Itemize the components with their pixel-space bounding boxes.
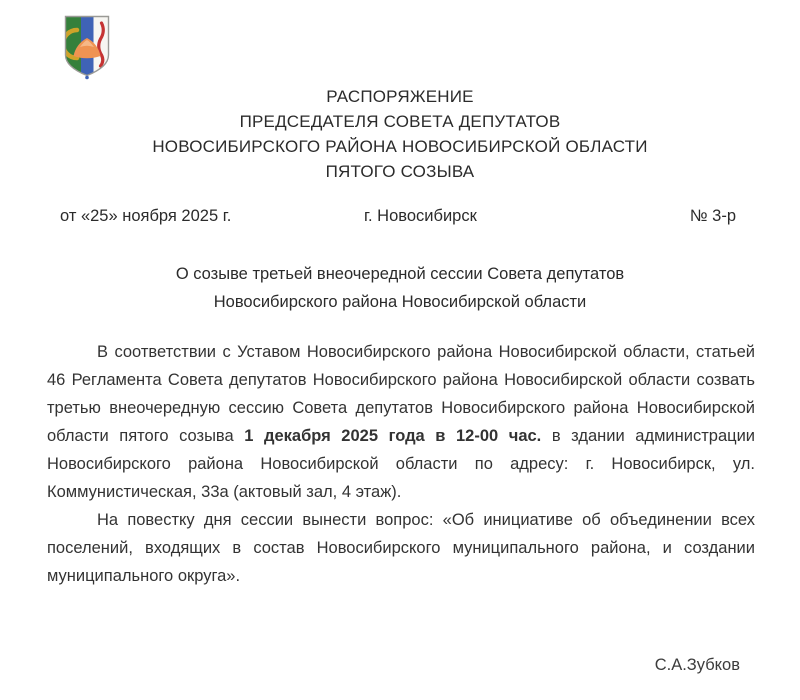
subject-line-1: О созыве третьей внеочередной сессии Совета депутатов [175, 265, 625, 283]
body-paragraph-1 [47, 338, 755, 506]
emblem-tip-knob [85, 76, 89, 80]
body-paragraph-2: На повестку дня сессии вынести вопрос: «Об инициативе об объединении всех поселений, входящих в состав Новосибирского муниципального района, и создании муниципального округа». [47, 511, 755, 585]
paragraph-1-text: В соответствии с Уставом Новосибирского района Новосибирской области, статьей 46 Регламента Совета депутатов Новосибирского района Новосибирской области созвать третью внеочередную сессию Совета депутатов Новосибирского района Новосибирской области пятого созыва [47, 343, 755, 445]
title-line-3: НОВОСИБИРСКОГО РАЙОНА НОВОСИБИРСКОЙ ОБЛАСТИ [152, 137, 648, 156]
paragraph-1-bold-date: 1 декабря 2025 года в 12-00 час. [244, 427, 542, 445]
subject-line-2: Новосибирского района Новосибирской области [213, 292, 587, 311]
title-line-4: ПЯТОГО СОЗЫВА [325, 162, 475, 181]
document-date: от «25» ноября 2025 г. [60, 207, 232, 225]
document-city: г. Новосибирск [364, 207, 477, 225]
document-body [47, 338, 755, 590]
document-number: № 3-р [689, 207, 736, 225]
document-subject [0, 261, 800, 316]
date-row [0, 207, 800, 231]
title-line-1: РАСПОРЯЖЕНИЕ [326, 87, 474, 106]
document-title [0, 84, 800, 184]
paragraph-1-text-after: в здании администрации Новосибирского района Новосибирской области по адресу: г. Новосибирск, ул. Коммунистическая, 33а (актовый зал, 4 этаж). [47, 427, 756, 501]
signature-name: С.А.Зубков [654, 656, 740, 674]
title-line-2: ПРЕДСЕДАТЕЛЯ СОВЕТА ДЕПУТАТОВ [239, 112, 561, 131]
coat-of-arms-icon [63, 14, 111, 82]
